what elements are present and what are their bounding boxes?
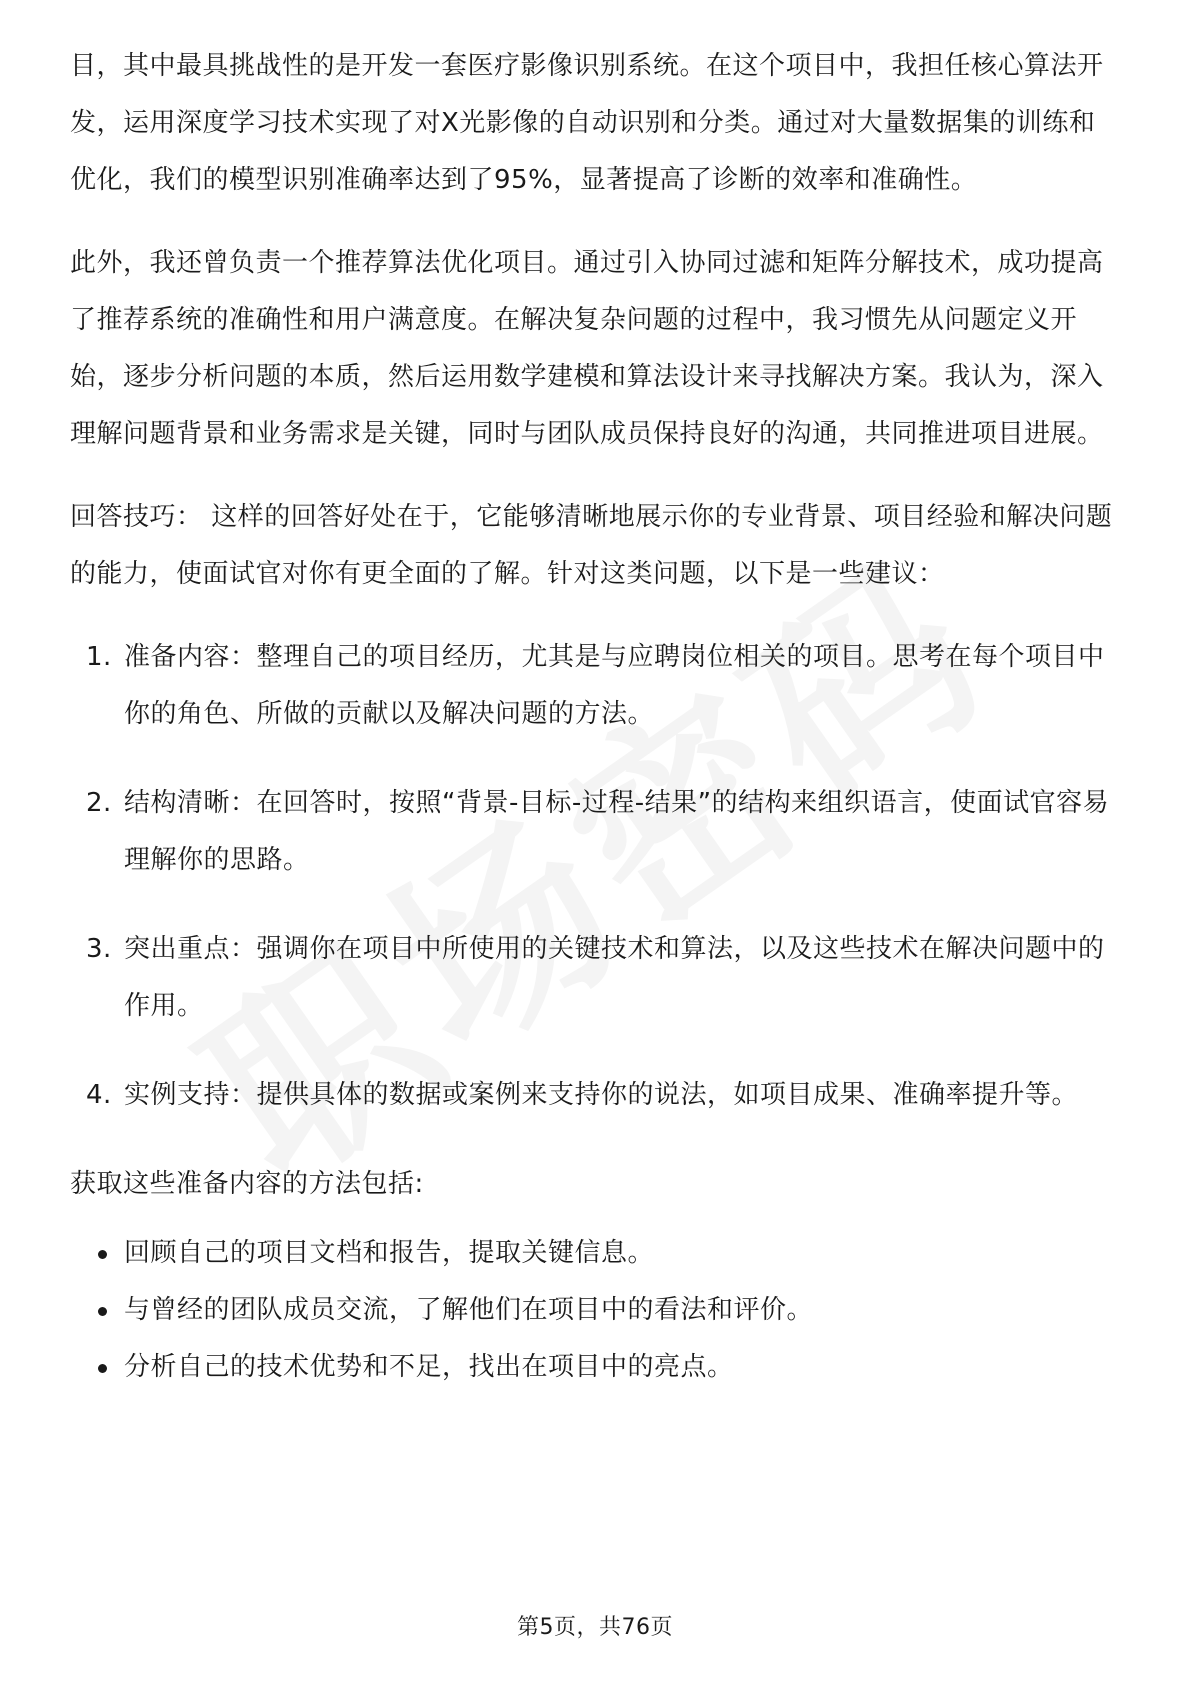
tips-list: [70, 629, 1120, 1124]
list-item-text: 突出重点：强调你在项目中所使用的关键技术和算法，以及这些技术在解决问题中的作用。: [124, 934, 1105, 1021]
bullet-icon: [98, 1250, 107, 1259]
methods-intro: 获取这些准备内容的方法包括:: [70, 1169, 424, 1199]
list-item: [70, 921, 1120, 1035]
list-number: 1.: [86, 642, 112, 672]
list-item: [70, 629, 1120, 743]
list-item-text: 准备内容：整理自己的项目经历，尤其是与应聘岗位相关的项目。思考在每个项目中你的角色、所做的贡献以及解决问题的方法。: [124, 642, 1105, 729]
list-number: 2.: [86, 788, 112, 818]
bullet-icon: [98, 1364, 107, 1373]
list-number: 3.: [86, 934, 112, 964]
list-item: [70, 1339, 1120, 1396]
list-item-text: 分析自己的技术优势和不足，找出在项目中的亮点。: [124, 1352, 734, 1382]
paragraph-medical-imaging: 目，其中最具挑战性的是开发一套医疗影像识别系统。在这个项目中，我担任核心算法开发，运用深度学习技术实现了对X光影像的自动识别和分类。通过对大量数据集的训练和优化，我们的模型识别准确率达到了95%，显著提高了诊断的效率和准确性。: [70, 51, 1104, 195]
paragraph-answer-tips: 回答技巧： 这样的回答好处在于，它能够清晰地展示你的专业背景、项目经验和解决问题的能力，使面试官对你有更全面的了解。针对这类问题，以下是一些建议：: [70, 502, 1113, 589]
list-item: [70, 1225, 1120, 1282]
list-item: [70, 775, 1120, 889]
list-number: 4.: [86, 1080, 112, 1110]
list-item-text: 实例支持：提供具体的数据或案例来支持你的说法，如项目成果、准确率提升等。: [124, 1080, 1079, 1110]
page-number: 第5页，共76页: [517, 1615, 673, 1640]
list-item-text: 结构清晰：在回答时，按照“背景-目标-过程-结果”的结构来组织语言，使面试官容易理解你的思路。: [124, 788, 1110, 875]
paragraph-recommendation: 此外，我还曾负责一个推荐算法优化项目。通过引入协同过滤和矩阵分解技术，成功提高了推荐系统的准确性和用户满意度。在解决复杂问题的过程中，我习惯先从问题定义开始，逐步分析问题的本质，然后运用数学建模和算法设计来寻找解决方案。我认为，深入理解问题背景和业务需求是关键，同时与团队成员保持良好的沟通，共同推进项目进展。: [70, 248, 1104, 449]
list-item-text: 回顾自己的项目文档和报告，提取关键信息。: [124, 1238, 655, 1268]
document-body: [70, 38, 1120, 1396]
list-item-text: 与曾经的团队成员交流，了解他们在项目中的看法和评价。: [124, 1295, 814, 1325]
list-item: [70, 1282, 1120, 1339]
bullet-icon: [98, 1307, 107, 1316]
list-item: [70, 1067, 1120, 1124]
methods-list: [70, 1225, 1120, 1396]
